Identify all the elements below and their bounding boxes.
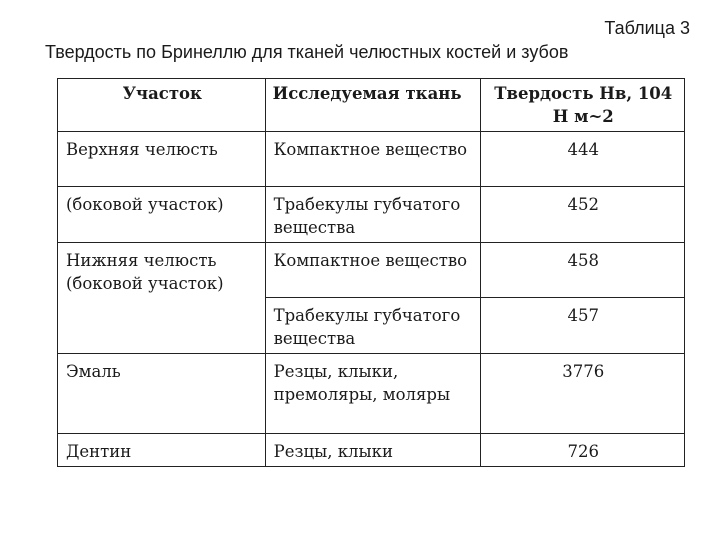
table-row [58,187,685,243]
cell-tissue: Резцы, клыки [265,434,480,467]
cell-value: 452 [480,187,684,243]
header-hardness-line1: Твердость Нв, 104 [494,84,673,103]
header-hardness-line2: Н м~2 [552,107,614,126]
cell-part: (боковой участок) [58,187,266,243]
table-title: Твердость по Бринеллю для тканей челюстных костей и зубов [45,42,569,62]
table-number: Таблица 3 [604,18,690,38]
header-tissue: Исследуемая ткань [265,79,480,132]
cell-value: 726 [480,434,684,467]
cell-value: 458 [480,243,684,298]
cell-part: Нижняя челюсть (боковой участок) [58,243,266,354]
header-hardness [480,79,684,132]
table-row [58,132,685,187]
cell-tissue: Трабекулы губчатого вещества [265,298,480,354]
cell-tissue: Резцы, клыки, премоляры, моляры [265,354,480,434]
header-part: Участок [58,79,266,132]
cell-value: 457 [480,298,684,354]
cell-value: 3776 [480,354,684,434]
cell-part: Дентин [58,434,266,467]
cell-part: Верхняя челюсть [58,132,266,187]
cell-value: 444 [480,132,684,187]
cell-tissue: Трабекулы губчатого вещества [265,187,480,243]
cell-tissue: Компактное вещество [265,132,480,187]
cell-tissue: Компактное вещество [265,243,480,298]
table-row [58,243,685,298]
table-row [58,354,685,434]
hardness-table [57,78,685,467]
table-row [58,434,685,467]
cell-part: Эмаль [58,354,266,434]
table-header-row [58,79,685,132]
